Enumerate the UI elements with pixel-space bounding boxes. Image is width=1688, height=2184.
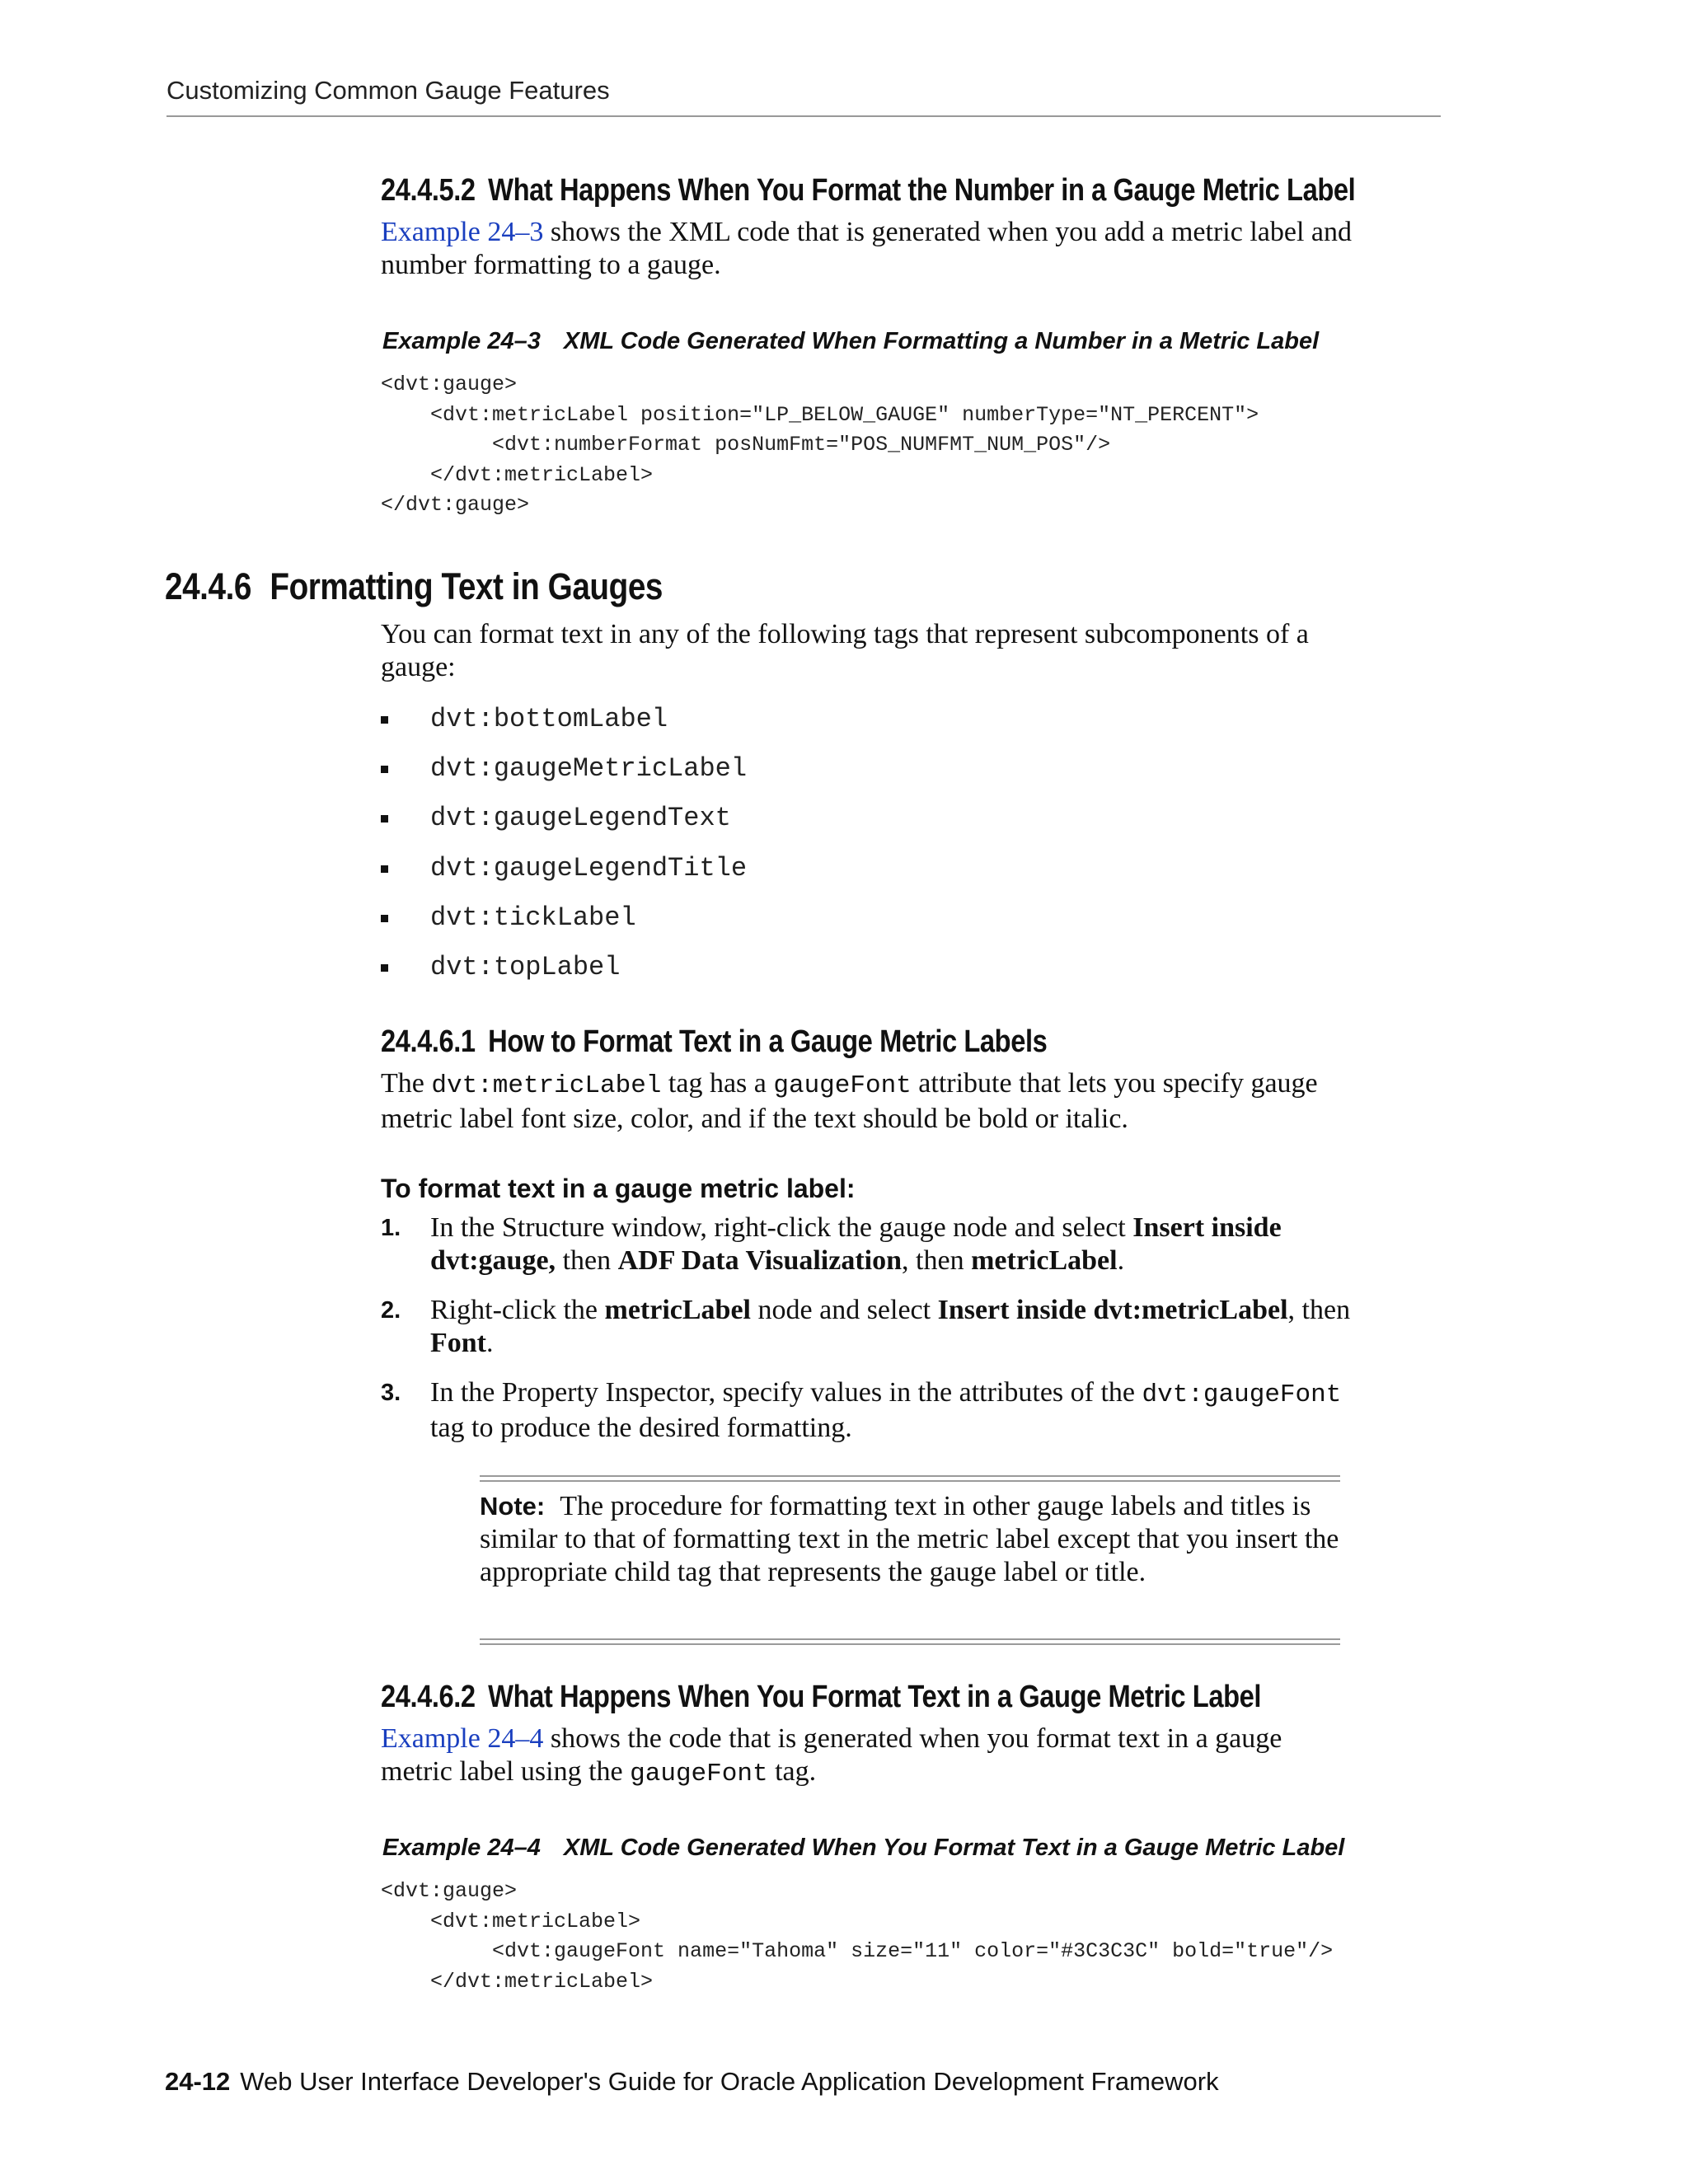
step-text-part: then — [556, 1245, 618, 1276]
section-heading-24-4-6 — [165, 565, 663, 608]
step-text — [430, 1212, 1444, 1277]
section-paragraph — [381, 216, 1452, 282]
paragraph-line: gauge: — [381, 652, 456, 682]
example-caption — [382, 328, 1319, 355]
note-bottom-rule — [480, 1643, 1340, 1645]
section-number: 24.4.5.2 — [381, 173, 476, 208]
section-title: Formatting Text in Gauges — [270, 565, 663, 607]
step-number: 2. — [381, 1297, 401, 1324]
procedure-heading: To format text in a gauge metric label: — [381, 1174, 856, 1203]
list-item-text: dvt:gaugeLegendTitle — [430, 852, 748, 883]
note-box — [480, 1490, 1340, 1589]
bullet-icon — [381, 815, 388, 823]
bullet-icon — [381, 766, 388, 773]
step-number: 1. — [381, 1215, 401, 1241]
step-bold-text: Insert inside — [1132, 1212, 1282, 1243]
section-paragraph — [381, 1067, 1452, 1136]
paragraph-line: number formatting to a gauge. — [381, 250, 721, 280]
section-title: What Happens When You Format Text in a Gauge Metric Label — [488, 1680, 1262, 1714]
step-bold-text: Insert inside dvt:metricLabel — [937, 1295, 1288, 1325]
example-link[interactable]: Example 24–3 — [381, 217, 544, 247]
step-bold-text: Font — [430, 1328, 486, 1358]
section-number: 24.4.6.1 — [381, 1024, 476, 1059]
step-bold-text: metricLabel — [604, 1295, 752, 1325]
step-text-part: node and select — [751, 1295, 938, 1325]
paragraph-line — [381, 1722, 1452, 1755]
list-item-text: dvt:gaugeLegendText — [430, 803, 731, 834]
section-heading-24-4-6-2 — [381, 1680, 1261, 1715]
paragraph-text: tag. — [767, 1756, 817, 1787]
list-item-text: dvt:tickLabel — [430, 902, 636, 933]
note-top-rule — [480, 1475, 1340, 1477]
section-paragraph — [381, 1722, 1452, 1791]
paragraph-text: attribute that lets you specify gauge — [911, 1068, 1318, 1099]
step-number: 3. — [381, 1380, 401, 1406]
page-footer — [165, 2067, 1219, 2097]
section-title: How to Format Text in a Gauge Metric Labels — [488, 1024, 1048, 1059]
list-item-text: dvt:bottomLabel — [430, 704, 668, 734]
step-line: tag to produce the desired formatting. — [430, 1413, 852, 1443]
bullet-icon — [381, 915, 388, 922]
section-title: What Happens When You Format the Number in a Gauge Metric Label — [488, 173, 1356, 208]
step-text-part: In the Structure window, right-click the gauge node and select — [430, 1212, 1133, 1243]
step-line — [430, 1244, 1444, 1277]
code-block: <dvt:gauge> <dvt:metricLabel position="LP_BELOW_GAUGE" numberType="NT_PERCENT"> <dvt:numberFormat posNumFmt="POS_NUMFMT_NUM_POS"/> </dvt:metricLabel> </dvt:gauge> — [381, 373, 1259, 517]
step-bold-text: metricLabel — [971, 1245, 1118, 1276]
list-item-text: dvt:gaugeMetricLabel — [430, 753, 748, 785]
section-number: 24.4.6.2 — [381, 1680, 476, 1714]
paragraph-text: tag has a — [661, 1068, 774, 1099]
step-text-part: Right-click the — [430, 1295, 605, 1325]
page-number: 24-12 — [165, 2067, 231, 2096]
inline-code: dvt:metricLabel — [431, 1071, 662, 1100]
step-text-part: , then — [1287, 1295, 1351, 1325]
step-text — [430, 1376, 1444, 1445]
step-text-part: . — [1117, 1245, 1125, 1276]
step-text-part: . — [486, 1328, 494, 1358]
step-line — [430, 1294, 1444, 1327]
step-text — [430, 1294, 1444, 1360]
list-item-text: dvt:topLabel — [430, 951, 621, 982]
section-paragraph — [381, 618, 1452, 684]
example-label: Example 24–4 — [382, 1835, 541, 1861]
inline-code: gaugeFont — [630, 1760, 768, 1788]
step-bold-text: ADF Data Visualization — [617, 1245, 903, 1276]
bullet-icon — [381, 865, 388, 873]
bullet-icon — [381, 716, 388, 724]
section-heading-24-4-5-2 — [381, 173, 1355, 209]
example-caption — [382, 1835, 1344, 1862]
paragraph-text: The — [381, 1068, 432, 1099]
note-bottom-rule — [480, 1638, 1340, 1640]
running-header: Customizing Common Gauge Features — [166, 76, 610, 105]
paragraph-text: shows the XML code that is generated when you add a metric label and — [543, 217, 1352, 247]
step-text-part: , then — [902, 1245, 972, 1276]
book-title: Web User Interface Developer's Guide for Oracle Application Development Framework — [240, 2067, 1219, 2096]
step-line — [430, 1212, 1444, 1244]
section-number: 24.4.6 — [165, 565, 252, 607]
header-divider — [166, 115, 1441, 117]
step-bold-text: dvt:gauge, — [430, 1245, 556, 1276]
code-block: <dvt:gauge> <dvt:metricLabel> <dvt:gaugeFont name="Tahoma" size="11" color="#3C3C3C" bold="true"/> </dvt:metricLabel> — [381, 1879, 1334, 1994]
note-text: The procedure for formatting text in other gauge labels and titles is similar to that of formatting text in the metric label except that you insert the appropriate child tag that represents the gauge label or title. — [480, 1491, 1339, 1587]
step-line — [430, 1376, 1444, 1412]
note-top-rule — [480, 1480, 1340, 1482]
section-heading-24-4-6-1 — [381, 1024, 1047, 1060]
paragraph-line: metric label font size, color, and if the text should be bold or italic. — [381, 1104, 1128, 1134]
paragraph-line: You can format text in any of the following tags that represent subcomponents of a — [381, 619, 1309, 649]
step-text-part: In the Property Inspector, specify values in the attributes of the — [430, 1377, 1142, 1408]
inline-code: dvt:gaugeFont — [1142, 1380, 1342, 1409]
bullet-icon — [381, 964, 388, 972]
paragraph-line — [381, 1755, 1452, 1791]
inline-code: gaugeFont — [773, 1071, 912, 1100]
note-label: Note: — [480, 1492, 546, 1521]
example-link[interactable]: Example 24–4 — [381, 1723, 544, 1754]
paragraph-text: metric label using the — [381, 1756, 631, 1787]
step-line — [430, 1327, 1444, 1360]
paragraph-text: shows the code that is generated when you format text in a gauge — [543, 1723, 1282, 1754]
example-label: Example 24–3 — [382, 328, 541, 354]
example-title: XML Code Generated When You Format Text in a Gauge Metric Label — [563, 1835, 1345, 1861]
paragraph-line — [381, 216, 1452, 249]
example-title: XML Code Generated When Formatting a Number in a Metric Label — [563, 328, 1320, 354]
paragraph-line — [381, 1067, 1452, 1103]
